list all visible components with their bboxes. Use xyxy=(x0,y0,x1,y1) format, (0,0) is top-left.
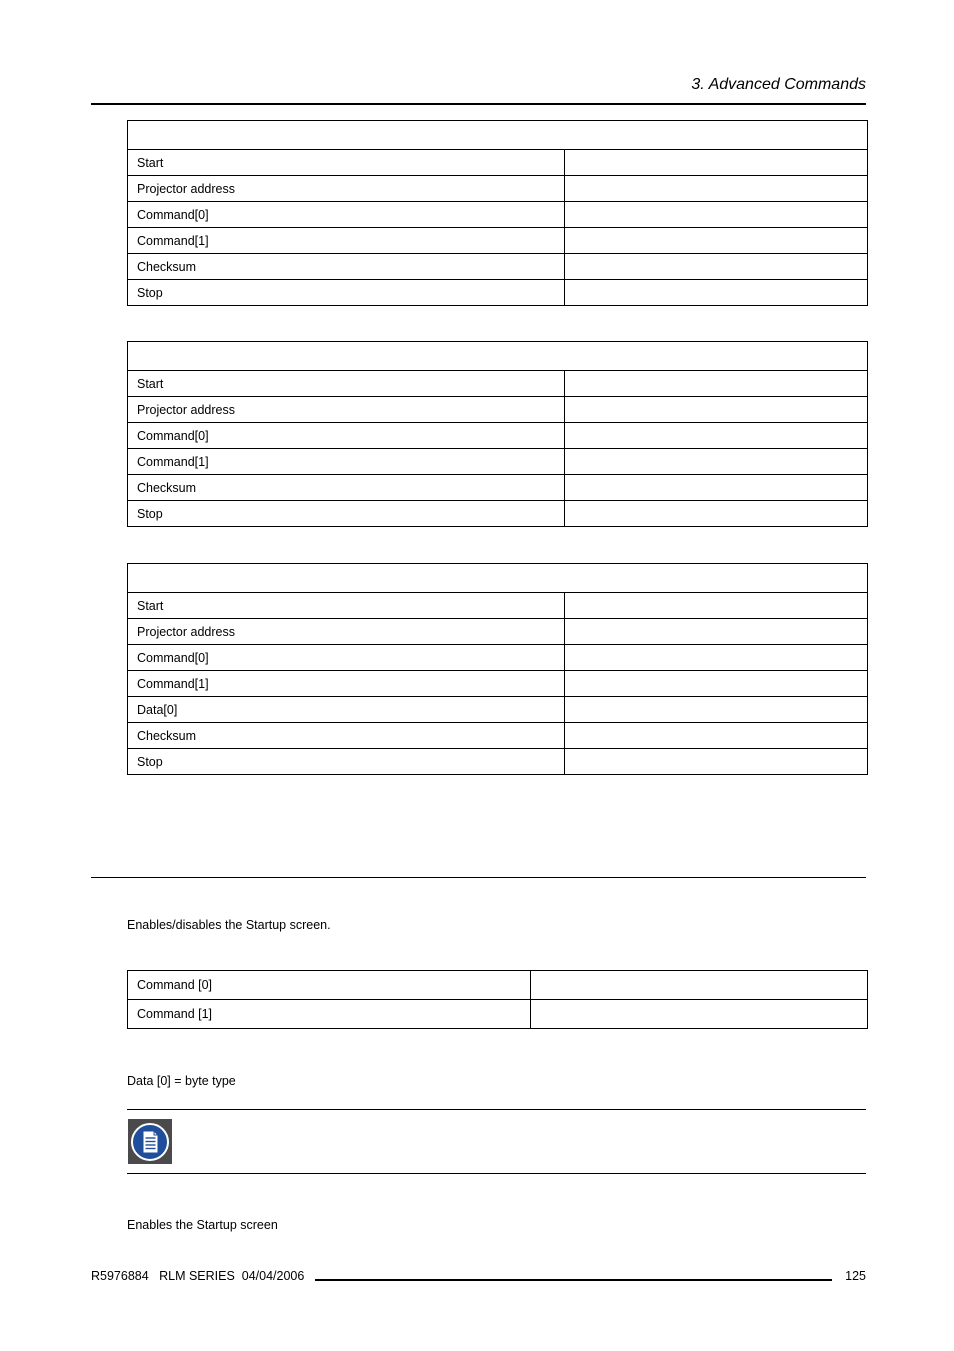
row-label: Start xyxy=(128,593,565,619)
row-label: Command[0] xyxy=(128,645,565,671)
row-value xyxy=(565,202,868,228)
table-row xyxy=(128,423,868,449)
row-value xyxy=(565,475,868,501)
startup-enable-text: Enables the Startup screen xyxy=(127,1218,278,1232)
table-row xyxy=(128,593,868,619)
row-value xyxy=(565,254,868,280)
row-value xyxy=(565,397,868,423)
row-label: Command [1] xyxy=(128,1000,531,1029)
data-type-note: Data [0] = byte type xyxy=(127,1074,236,1088)
row-value xyxy=(565,228,868,254)
table-row xyxy=(128,371,868,397)
note-top-rule xyxy=(127,1109,866,1110)
command-table-2 xyxy=(127,341,868,527)
note-bottom-rule xyxy=(127,1173,866,1174)
footer-document-id: R5976884 RLM SERIES 04/04/2006 xyxy=(91,1269,305,1283)
table-row xyxy=(128,501,868,527)
row-label: Command [0] xyxy=(128,971,531,1000)
row-value xyxy=(565,449,868,475)
row-value xyxy=(565,280,868,306)
row-value xyxy=(565,423,868,449)
row-label: Command[1] xyxy=(128,228,565,254)
row-value xyxy=(565,645,868,671)
note-icon-graphic xyxy=(130,1122,170,1162)
row-value xyxy=(565,371,868,397)
table-row xyxy=(128,971,868,1000)
table-header-row xyxy=(128,564,868,593)
row-value xyxy=(565,150,868,176)
row-value xyxy=(565,619,868,645)
row-label: Start xyxy=(128,371,565,397)
table-row xyxy=(128,671,868,697)
row-value xyxy=(565,723,868,749)
section-description: Enables/disables the Startup screen. xyxy=(127,918,331,932)
row-label: Stop xyxy=(128,501,565,527)
table-row xyxy=(128,176,868,202)
command-table-3 xyxy=(127,563,868,775)
table-row xyxy=(128,475,868,501)
table-row xyxy=(128,619,868,645)
table-row xyxy=(128,449,868,475)
row-label: Command[1] xyxy=(128,671,565,697)
row-value xyxy=(565,501,868,527)
table-row xyxy=(128,254,868,280)
table-row xyxy=(128,723,868,749)
row-value xyxy=(565,697,868,723)
row-label: Checksum xyxy=(128,254,565,280)
row-value xyxy=(565,749,868,775)
row-label: Start xyxy=(128,150,565,176)
table-row xyxy=(128,150,868,176)
row-label: Command[0] xyxy=(128,202,565,228)
page-number: 125 xyxy=(845,1269,866,1283)
section-rule xyxy=(91,877,866,878)
row-label: Projector address xyxy=(128,176,565,202)
row-value xyxy=(531,1000,868,1029)
table-row xyxy=(128,228,868,254)
note-document-icon xyxy=(128,1119,172,1164)
table-row xyxy=(128,645,868,671)
header-rule xyxy=(91,103,866,105)
table-row xyxy=(128,749,868,775)
table-row xyxy=(128,697,868,723)
table-header-row xyxy=(128,121,868,150)
chapter-title: 3. Advanced Commands xyxy=(691,76,866,93)
row-label: Data[0] xyxy=(128,697,565,723)
table-row xyxy=(128,397,868,423)
command-bytes-table xyxy=(127,970,868,1029)
row-value xyxy=(531,971,868,1000)
row-label: Stop xyxy=(128,749,565,775)
row-value xyxy=(565,176,868,202)
row-label: Command[0] xyxy=(128,423,565,449)
row-value xyxy=(565,593,868,619)
row-label: Command[1] xyxy=(128,449,565,475)
table-row xyxy=(128,202,868,228)
table-row xyxy=(128,1000,868,1029)
row-label: Checksum xyxy=(128,475,565,501)
command-table-1 xyxy=(127,120,868,306)
row-label: Projector address xyxy=(128,397,565,423)
row-value xyxy=(565,671,868,697)
row-label: Projector address xyxy=(128,619,565,645)
row-label: Checksum xyxy=(128,723,565,749)
table-row xyxy=(128,280,868,306)
footer-rule xyxy=(315,1279,832,1281)
table-header-row xyxy=(128,342,868,371)
row-label: Stop xyxy=(128,280,565,306)
